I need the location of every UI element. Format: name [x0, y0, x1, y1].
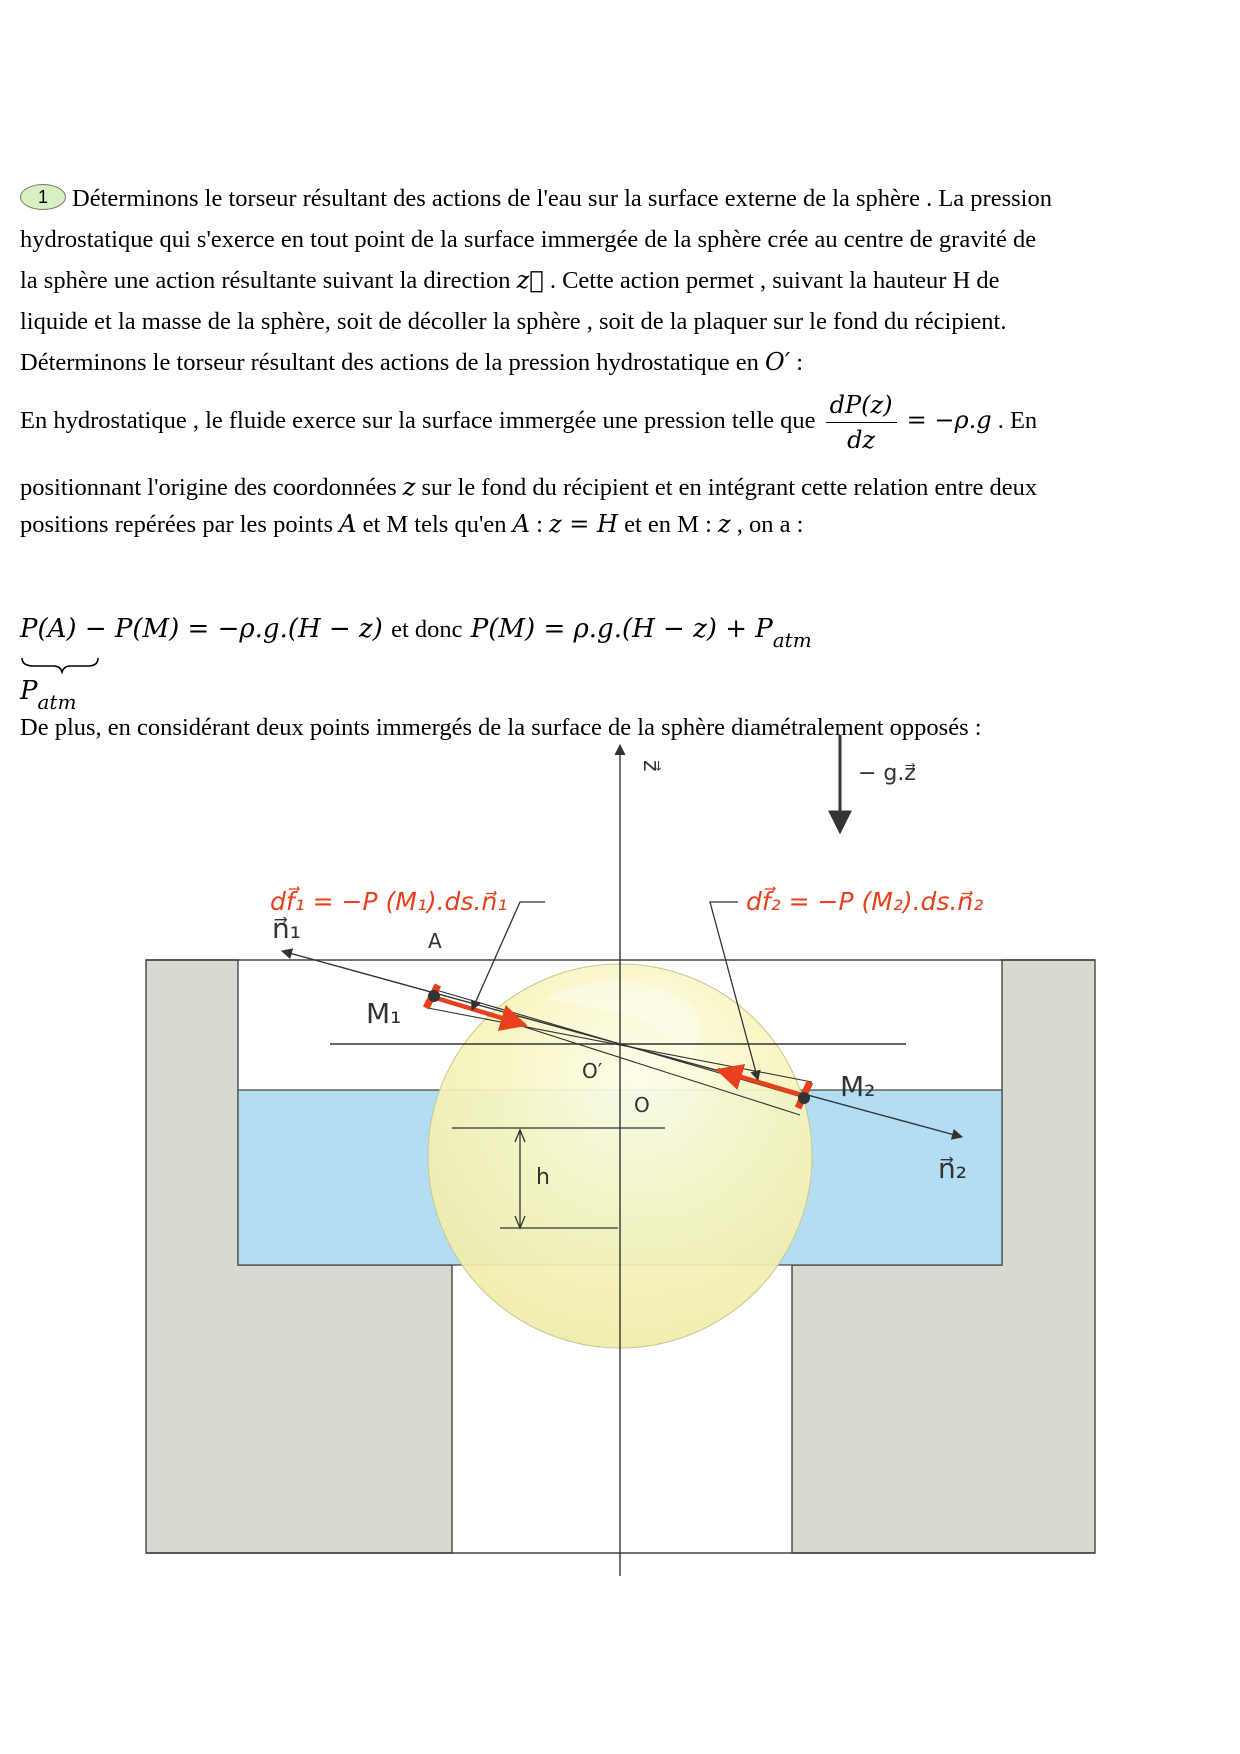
step-badge: 1 — [20, 184, 66, 210]
equation-right: P(M) = ρ.g.(H − z) + P — [470, 614, 773, 644]
p2-line1b: . En — [997, 407, 1038, 434]
z-var: z — [402, 473, 416, 501]
derivative-rhs: = −ρ.g — [906, 406, 992, 434]
z-var-2: z — [718, 510, 731, 538]
point-a: A — [339, 510, 357, 538]
z-vector: z⃗ — [516, 266, 544, 294]
frac-denominator: dz — [847, 425, 876, 454]
pressure-equation — [20, 614, 812, 652]
o-label: O — [634, 1093, 650, 1117]
p1-line5b: : — [796, 349, 804, 376]
df2-label: df⃗₂ = −P (M₂).ds.n⃗₂ — [746, 887, 984, 916]
brace-sub: atm — [37, 690, 77, 714]
paragraph-3: De plus, en considérant deux points immergés de la surface de la sphère diamétralement opposés : — [20, 714, 982, 741]
pressure-derivative — [826, 388, 897, 457]
p2-line3d: et en M : — [624, 511, 712, 538]
p2-line1a: En hydrostatique , le fluide exerce sur la surface immergée une pression telle que — [20, 407, 816, 434]
p2-line3c: : — [536, 511, 543, 538]
frac-numerator: dP(z) — [826, 388, 897, 423]
equation-right-sub: atm — [772, 628, 812, 652]
equation-joiner: et donc — [391, 616, 463, 643]
p1-line2: hydrostatique qui s'exerce en tout point de la surface immergée de la sphère crée au centre de gravité de — [20, 226, 1037, 253]
p1-line1: Déterminons le torseur résultant des actions de l'eau sur la surface externe de la sphère . La pression — [72, 185, 1052, 212]
a-label: A — [428, 929, 442, 953]
m1-label: M₁ — [366, 997, 402, 1030]
gravity-label: − g.z⃗ — [858, 761, 916, 786]
p1-line4: liquide et la masse de la sphère, soit de décoller la sphère , soit de la plaquer sur le fond du récipient. — [20, 308, 1007, 335]
p1-line5a: Déterminons le torseur résultant des actions de la pression hydrostatique en — [20, 349, 759, 376]
equation-left: P(A) − P(M) = −ρ.g.(H − z) — [20, 614, 383, 644]
p2-line2b: sur le fond du récipient et en intégrant cette relation entre deux — [421, 474, 1038, 501]
o-prime-label: O′ — [582, 1059, 603, 1083]
h-label: h — [536, 1165, 550, 1190]
point-a-2: A — [512, 510, 530, 538]
m1-point — [428, 990, 440, 1002]
brace-label — [20, 676, 76, 714]
z-equals-h: z = H — [549, 510, 618, 538]
paragraph-1 — [20, 178, 1230, 545]
p1-line3a: la sphère une action résultante suivant la direction — [20, 267, 511, 294]
m2-point — [798, 1092, 810, 1104]
p2-line3b: et M tels qu'en — [362, 511, 507, 538]
brace-p: P — [20, 676, 38, 706]
sphere-diagram — [0, 720, 1240, 1580]
z-axis-label: z⃗ — [638, 760, 663, 772]
m2-label: M₂ — [840, 1070, 876, 1103]
n2-label: n⃗₂ — [938, 1152, 967, 1185]
underbrace — [20, 654, 100, 674]
p2-line3a: positions repérées par les points — [20, 511, 333, 538]
df1-label: df⃗₁ = −P (M₁).ds.n⃗₁ — [270, 887, 508, 916]
p2-line3e: , on a : — [736, 511, 804, 538]
p1-line3b: . Cette action permet , suivant la hauteur H de — [549, 267, 1000, 294]
n1-label: n⃗₁ — [272, 912, 301, 945]
p2-line2a: positionnant l'origine des coordonnées — [20, 474, 397, 501]
o-prime: O′ — [765, 348, 791, 376]
